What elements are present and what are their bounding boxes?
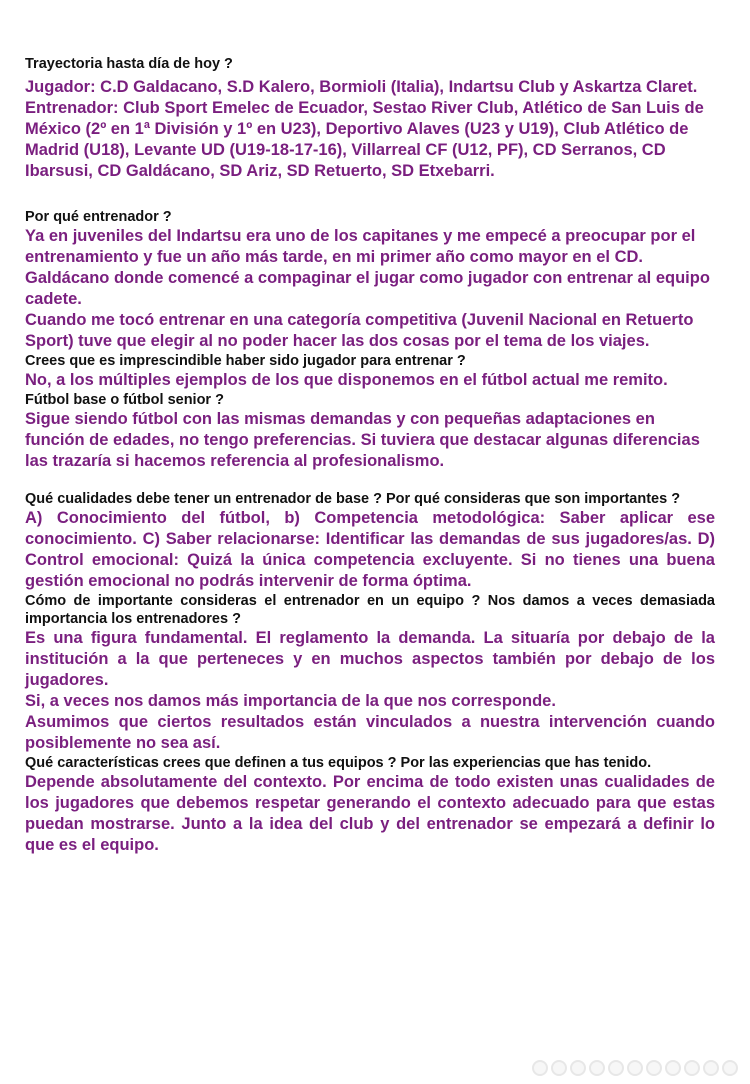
answer-imprescindible-jugador: No, a los múltiples ejemplos de los que disponemos en el fútbol actual me remito.: [25, 371, 668, 389]
interview-document: [25, 55, 715, 856]
question-importancia-entrenador: Cómo de importante consideras el entrenador en un equipo ? Nos damos a veces demasiada importancia los entrenadores ?: [25, 593, 715, 627]
answer-cualidades: A) Conocimiento del fútbol, b) Competencia metodológica: Saber aplicar ese conocimiento. C) Saber relacionarse: Identificar las demandas de sus jugadores/as. D) Control emocional: Quizá la única competencia excluyente. Si no tienes una buena gestión emocional no podrás intervenir de forma óptima.: [25, 509, 715, 590]
watermark-dot-icon: [551, 1060, 567, 1076]
watermark-dot-icon: [532, 1060, 548, 1076]
answer-por-que-entrenador-1: Ya en juveniles del Indartsu era uno de los capitanes y me empecé a preocupar por el entrenamiento y fue un año más tarde, en mi primer año como mayor en el CD. Galdácano donde comencé a compaginar el jugar como jugador con entrenar al equipo cadete.: [25, 227, 710, 308]
watermark-dot-icon: [684, 1060, 700, 1076]
question-futbol-base-senior: Fútbol base o fútbol senior ?: [25, 392, 224, 408]
watermark-dot-icon: [722, 1060, 738, 1076]
watermark-dot-icon: [665, 1060, 681, 1076]
watermark-dot-icon: [646, 1060, 662, 1076]
answer-entrenador: Entrenador: Club Sport Emelec de Ecuador, Sestao River Club, Atlético de San Luis de México (2º en 1ª División y 1º en U23), Deportivo Alaves (U23 y U19), Club Atlético de Madrid (U18), Levante UD (U19-18-17-16), Villarreal CF (U12, PF), CD Serranos, CD Ibarsusi, CD Galdácano, SD Ariz, SD Retuerto, SD Etxebarri.: [25, 99, 704, 180]
watermark-dot-icon: [608, 1060, 624, 1076]
question-por-que-entrenador: Por qué entrenador ?: [25, 209, 172, 225]
answer-importancia-3: Asumimos que ciertos resultados están vinculados a nuestra intervención cuando posiblemente no sea así.: [25, 713, 715, 752]
watermark-dot-icon: [627, 1060, 643, 1076]
watermark-dot-icon: [570, 1060, 586, 1076]
answer-importancia-1: Es una figura fundamental. El reglamento la demanda. La situaría por debajo de la institución a la que perteneces y en muchos aspectos también por debajo de los jugadores.: [25, 629, 715, 689]
answer-caracteristicas-equipos: Depende absolutamente del contexto. Por encima de todo existen unas cualidades de los jugadores que debemos respetar generando el contexto adecuado para que estas puedan mostrarse. Junto a la idea del club y del entrenador se empezará a definir lo que es el equipo.: [25, 773, 715, 854]
question-cualidades: Qué cualidades debe tener un entrenador de base ? Por qué consideras que son importantes ?: [25, 491, 681, 507]
question-caracteristicas-equipos: Qué características crees que definen a tus equipos ? Por las experiencias que has tenido.: [25, 755, 652, 771]
answer-importancia-2: Si, a veces nos damos más importancia de la que nos corresponde.: [25, 692, 556, 710]
watermark-dot-icon: [703, 1060, 719, 1076]
answer-jugador: Jugador: C.D Galdacano, S.D Kalero, Bormioli (Italia), Indartsu Club y Askartza Claret.: [25, 78, 698, 96]
question-trayectoria: Trayectoria hasta día de hoy ?: [25, 56, 233, 72]
watermark-logo: [532, 1060, 738, 1076]
answer-futbol-base-senior: Sigue siendo fútbol con las mismas demandas y con pequeñas adaptaciones en función de edades, no tengo preferencias. Si tuviera que destacar algunas diferencias las trazaría si hacemos referencia al profesionalismo.: [25, 410, 700, 470]
watermark-dot-icon: [589, 1060, 605, 1076]
question-imprescindible-jugador: Crees que es imprescindible haber sido jugador para entrenar ?: [25, 353, 466, 369]
answer-por-que-entrenador-2: Cuando me tocó entrenar en una categoría competitiva (Juvenil Nacional en Retuerto Sport) tuve que elegir al no poder hacer las dos cosas por el tema de los viajes.: [25, 311, 694, 350]
